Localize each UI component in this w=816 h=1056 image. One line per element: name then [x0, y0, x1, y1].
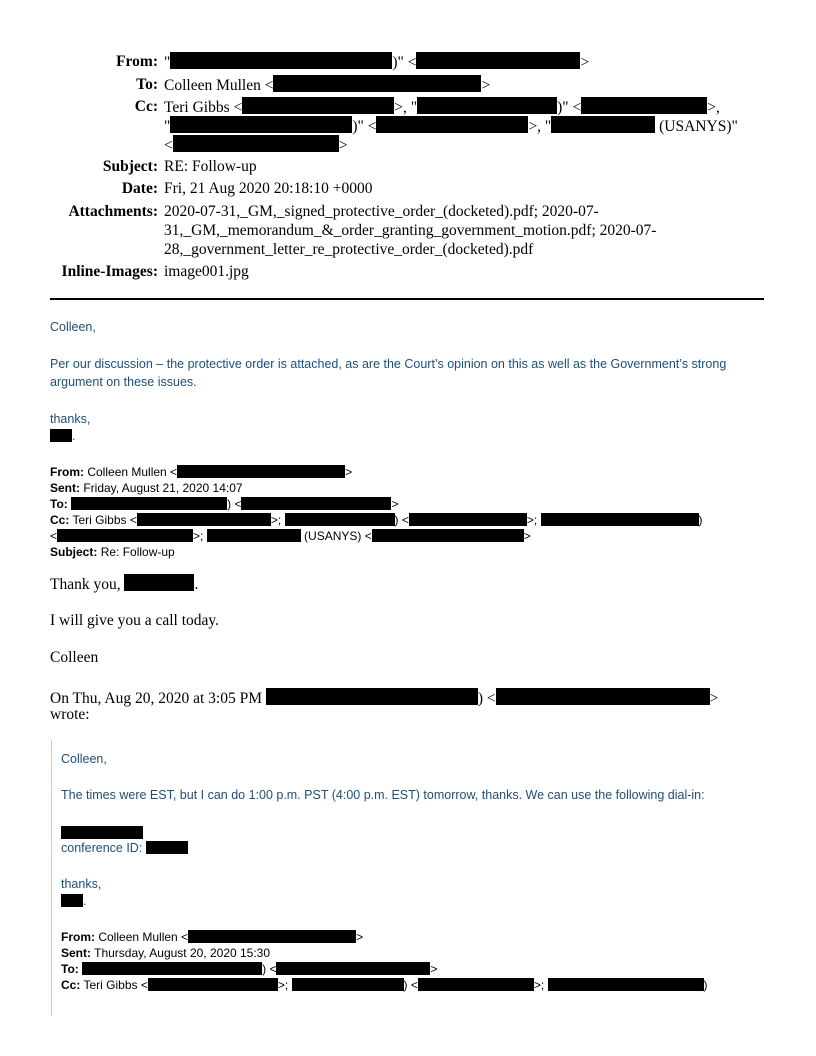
redaction	[170, 116, 352, 133]
on-wrote-line: On Thu, Aug 20, 2020 at 3:05 PM ) < >	[50, 690, 719, 707]
quoted-cc-line2: < >; (USANYS) < >	[50, 529, 531, 543]
quoted2-sent: Sent: Thursday, August 20, 2020 15:30	[61, 946, 271, 960]
redaction	[241, 497, 391, 510]
redaction	[551, 116, 655, 133]
redaction	[188, 930, 356, 943]
cc-value-line2: " )" < >, " (USANYS)"	[164, 118, 738, 135]
redaction	[541, 513, 699, 526]
subject-value: RE: Follow-up	[164, 158, 257, 175]
redaction	[50, 429, 72, 442]
redaction	[273, 75, 481, 92]
reply-thanks: thanks,	[50, 412, 91, 426]
redaction	[242, 97, 394, 114]
quoted-subject: Subject: Re: Follow-up	[50, 545, 175, 559]
date-value: Fri, 21 Aug 2020 20:18:10 +0000	[164, 180, 373, 197]
quoted-greeting: Colleen,	[61, 752, 107, 766]
attachment-item[interactable]: 2020-07-31,_GM,_signed_protective_order_(docketed).pdf; 2020-07-	[164, 203, 599, 220]
cc-label: Cc:	[134, 98, 158, 115]
redaction	[285, 513, 395, 526]
wrote-line: wrote:	[50, 706, 90, 723]
thank-you-line: Thank you, .	[50, 576, 199, 593]
redaction	[148, 978, 278, 991]
redaction	[372, 529, 524, 542]
quoted-cc: Cc: Teri Gibbs < >; ) < >; )	[50, 513, 703, 527]
redaction	[61, 894, 83, 907]
from-value: " )" < >	[164, 54, 590, 71]
reply-body-line: argument on these issues.	[50, 375, 197, 389]
signoff: Colleen	[50, 649, 99, 666]
quoted-signature: .	[61, 894, 86, 908]
redaction	[292, 978, 404, 991]
reply-body-line: Per our discussion – the protective order is attached, as are the Court’s opinion on this as well as the Government’s strong	[50, 357, 727, 371]
redaction	[137, 513, 271, 526]
redaction	[146, 841, 188, 854]
subject-label: Subject:	[102, 158, 158, 175]
redaction	[207, 529, 301, 542]
from-label: From:	[116, 53, 158, 70]
redaction	[417, 97, 557, 114]
quoted-times-line: The times were EST, but I can do 1:00 p.m. PST (4:00 p.m. EST) tomorrow, thanks. We can use the following dial-in:	[61, 788, 705, 802]
redaction	[581, 97, 707, 114]
dial-in-number	[61, 824, 143, 842]
quoted2-to: To: ) < >	[61, 962, 438, 976]
redaction	[376, 116, 528, 133]
redaction	[276, 962, 430, 975]
quoted-sent: Sent: Friday, August 21, 2020 14:07	[50, 481, 243, 495]
quoted2-from: From: Colleen Mullen < >	[61, 930, 364, 944]
inline-images-label: Inline-Images:	[61, 263, 158, 280]
redaction	[496, 688, 710, 705]
header-divider	[50, 298, 764, 300]
attachment-item[interactable]: 31,_GM,_memorandum_&_order_granting_government_motion.pdf; 2020-07-	[164, 222, 657, 239]
cc-value-line3: < >	[164, 137, 348, 154]
redaction	[416, 52, 580, 69]
attachments-label: Attachments:	[68, 203, 158, 220]
to-value: Colleen Mullen < >	[164, 77, 491, 94]
redaction	[61, 826, 143, 839]
redaction	[266, 688, 478, 705]
reply-greeting: Colleen,	[50, 320, 96, 334]
reply-signature: .	[50, 429, 75, 443]
redaction	[82, 962, 262, 975]
redaction	[173, 135, 339, 152]
quoted-from: From: Colleen Mullen < >	[50, 465, 353, 479]
redaction	[418, 978, 534, 991]
date-label: Date:	[121, 180, 158, 197]
redaction	[177, 465, 345, 478]
redaction	[71, 497, 227, 510]
quoted-to: To: ) < >	[50, 497, 399, 511]
attachment-item[interactable]: 28,_government_letter_re_protective_order_(docketed).pdf	[164, 241, 534, 258]
quoted-thanks: thanks,	[61, 877, 102, 891]
redaction	[124, 574, 194, 591]
to-label: To:	[136, 76, 158, 93]
cc-value: Teri Gibbs < >, " )" < >,	[164, 99, 720, 116]
call-line: I will give you a call today.	[50, 612, 220, 629]
quoted2-cc: Cc: Teri Gibbs < >; ) < >; )	[61, 978, 708, 992]
quote-bar	[51, 740, 52, 1016]
inline-image-item[interactable]: image001.jpg	[164, 263, 249, 280]
conference-id: conference ID:	[61, 841, 188, 855]
redaction	[548, 978, 704, 991]
redaction	[409, 513, 527, 526]
email-header	[0, 0, 816, 290]
redaction	[57, 529, 193, 542]
redaction	[170, 52, 392, 69]
